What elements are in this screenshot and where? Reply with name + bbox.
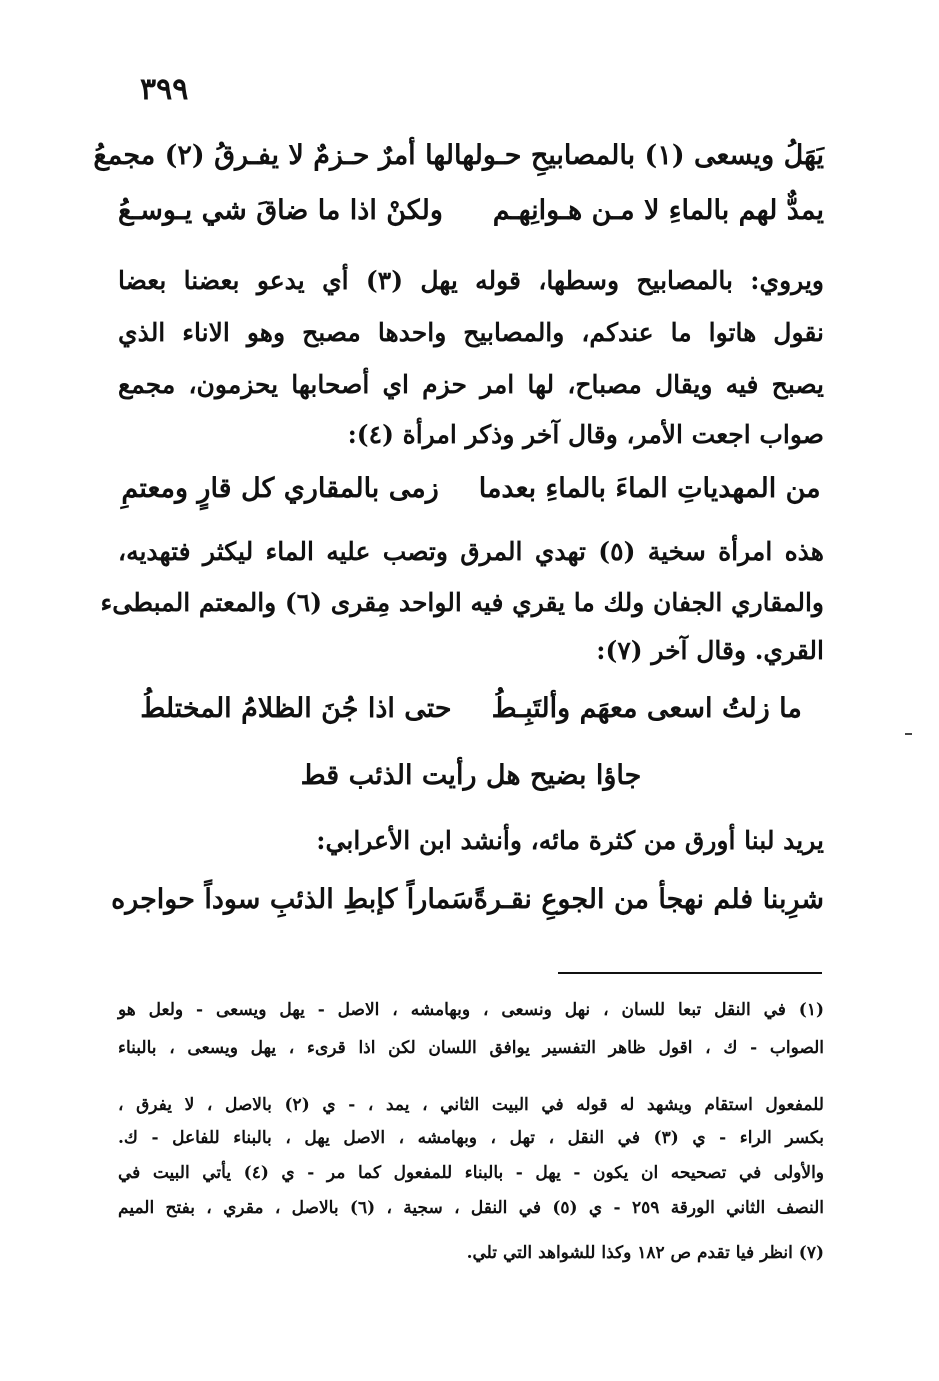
prose-line: القري. وقال آخر (٧): — [596, 636, 824, 665]
verse-hemistich: يَهَلُ ويسعى (١) بالمصابيحِ حـولها — [453, 140, 824, 171]
prose-line: يريد لبنا أورق من كثرة مائه، وأنشد ابن الأعرابي: — [316, 826, 824, 855]
verse-line — [93, 140, 824, 171]
footnote-divider — [558, 972, 822, 974]
verse-hemistich: حتى اذا جُنَ الظلامُ المختلطُ — [140, 693, 452, 724]
verse-hemistich: لها أمرٌ حـزمٌ لا يفـرقُ (٢) مجمعُ — [93, 140, 454, 171]
footnote-line: (١) في النقل تبعا للسان ، نهل ونسعى ، وبهامشه ، الاصل - يهل ويسعى - ولعل هو — [118, 1000, 824, 1020]
page-number: ٣٩٩ — [140, 72, 189, 107]
verse-line — [118, 473, 824, 504]
verse-hemistich: شرِبنا فلم نهجأ من الجوعِ نقـرةً — [473, 884, 824, 915]
footnote-line: النصف الثاني الورقة ٢٥٩ - ي (٥) في النقل ، سجية ، (٦) بالاصل ، مقري ، بفتح الميم — [118, 1198, 824, 1218]
footnote-line: (٧) انظر فيا تقدم ص ١٨٢ وكذا للشواهد التي تلي. — [466, 1243, 824, 1263]
footnote-line: الصواب - ك ، اقول ظاهر التفسير يوافق اللسان لكن اذا قرىء ، يهل ويسعى ، بالبناء — [118, 1038, 824, 1058]
verse-hemistich: سَماراً كإبطِ الذئبِ سوداً حواجره — [111, 884, 474, 915]
prose-line: والمقاري الجفان ولك ما يقري فيه الواحد مِقرى (٦) والمعتم المبطىء — [100, 588, 824, 617]
prose-line: يصبح فيه ويقال مصباح، لها امر حزم اي أصحابها يحزمون، مجمع — [118, 370, 824, 399]
prose-line: صواب اجعت الأمر، وقال آخر وذكر امرأة (٤): — [347, 420, 824, 449]
verse-hemistich: ما زلتُ اسعى معهَم وألتَبِـطُ — [491, 693, 802, 724]
prose-line: هذه امرأة سخية (٥) تهدي المرق وتصب عليه الماء ليكثر فتهديه، — [118, 537, 824, 566]
verse-hemistich: يمدٌّ لهم بالماءِ لا مـن هـوانِهـم — [492, 195, 824, 226]
prose-line: نقول هاتوا ما عندكم، والمصابيح واحدها مصبح وهو الاناء الذي — [118, 318, 824, 347]
verse-line — [118, 195, 824, 226]
verse-hemistich: من المهدياتِ الماءَ بالماءِ بعدما — [478, 473, 821, 504]
verse-hemistich: زمى بالمقاري كل قارٍ ومعتمِ — [121, 473, 439, 504]
margin-mark — [905, 733, 912, 735]
verse-line — [111, 884, 824, 915]
footnote-line: للمفعول استقام ويشهد له قوله في البيت الثاني ، يمد ، - ي (٢) بالاصل ، لا يفرق ، — [118, 1095, 824, 1115]
verse-line — [118, 693, 824, 724]
footnote-line: والأولى في تصحيحه ان يكون - يهل - بالبناء للمفعول كما مر - ي (٤) يأتي البيت في — [118, 1163, 824, 1183]
footnote-line: بكسر الراء - ي (٣) في النقل ، تهل ، وبهامشه ، الاصل يهل ، بالبناء للفاعل - ك. — [118, 1128, 824, 1148]
verse-line: جاؤا بضيح هل رأيت الذئب قط — [300, 760, 642, 791]
verse-hemistich: ولكنْ اذا ما ضاقَ شي يـوسـعُ — [118, 195, 443, 226]
prose-line: ويروي: بالمصابيح وسطها، قوله يهل (٣) أي يدعو بعضنا بعضا — [118, 266, 824, 295]
